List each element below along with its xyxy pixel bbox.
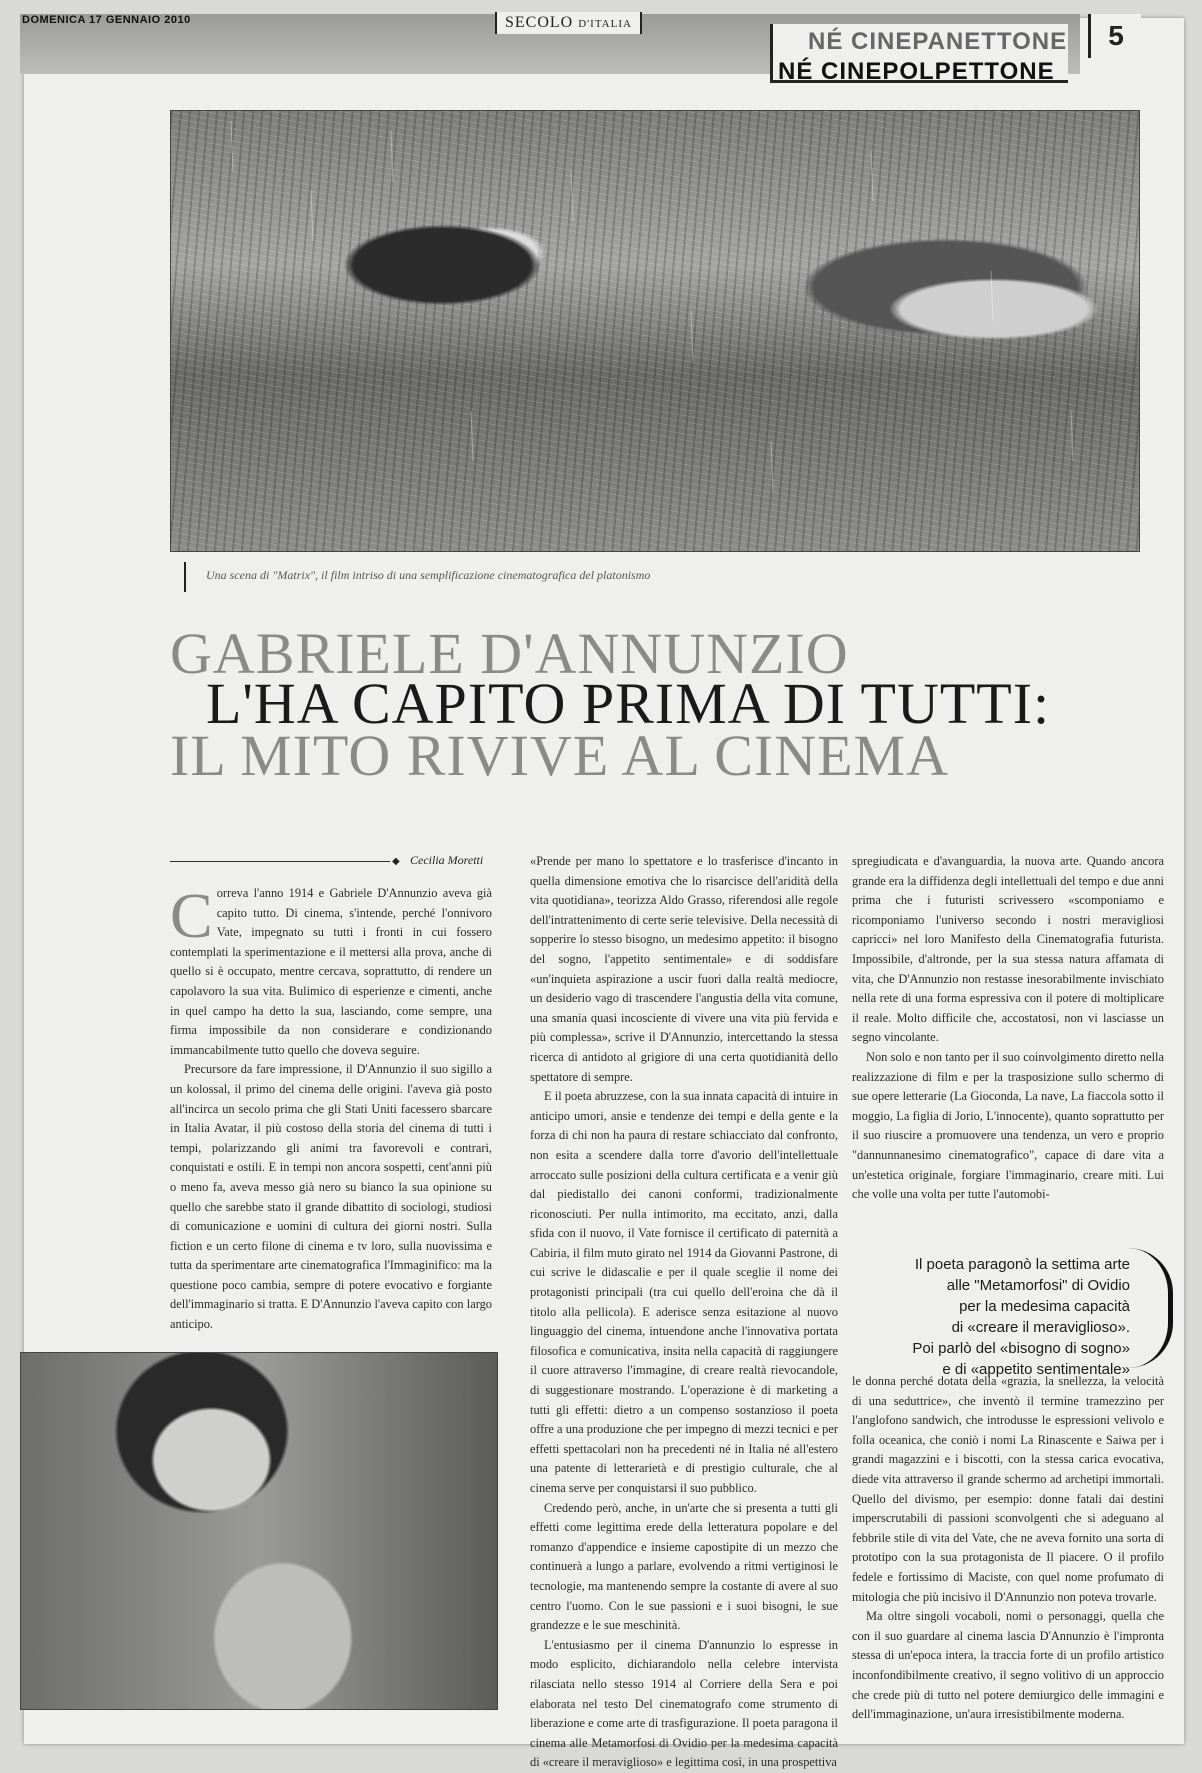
newspaper-name: SECOLO [505, 14, 574, 31]
headline-line2: L'HA CAPITO PRIMA DI TUTTI: [206, 671, 1051, 736]
pull-quote [850, 1254, 1130, 1380]
newspaper-name-suffix: D'ITALIA [578, 18, 632, 30]
article-paragraph: E il poeta abruzzese, con la sua innata capacità di intuire in anticipo umori, ansie e tendenze dei tempi e della gente e la forza di chi non ha paura di restare schiacciato dal confronto, non esita a scendere dalla torre d'avorio dell'intellettuale arroccato sulle posizioni della cultura certificata e a venir giù dal piedistallo dei canoni conformi, tradizionalmente riconosciuti. Per nulla intimorito, ma eccitato, anzi, dalla sfida con il nuovo, il Vate fornisce il certificato di paternità a Cabiria, il film muto girato nel 1914 da Giovanni Pastrone, di cui scrive le didascalie e per il quale sceglie il nome dei protagonisti principali (tra cui quello dell'eroina che dà il titolo alla pellicola). E aderisce senza esitazione al nuovo linguaggio del cinema, intuendone anche l'innovativa portata filosofica e comunicativa, insita nella capacità di raggiungere il cuore attraverso l'immagine, di creare realtà rievocandole, di suggestionare mostrando. L'operazione è di marketing a tutti gli effetti: dietro a un compenso sostanzioso il poeta offre a una produzione che per impegno di mezzi tecnici e per effetti spettacolari non ha precedenti né in Italia né all'estero una patente di letterarietà e di prestigio culturale, che al cinema serve per conquistarsi il suo pubblico. [530, 1089, 838, 1495]
article-paragraph: orreva l'anno 1914 e Gabriele D'Annunzio aveva già capito tutto. Di cinema, s'intende, perché l'onnivoro Vate, impegnato su tutti i fronti in cui fossero contemplati la sperimentazione e il mettersi alla prova, anche di quello si è occupato, mentre cercava, soprattutto, di rendere un capolavoro la sua vita. Bulimico di esperienze e cimenti, anche in quel campo ha detto la sua, lasciando, come sempre, una firma impossibile da non considerare e condizionando immancabilmente tutto quello che doveva seguire. [170, 886, 492, 1057]
article-column-4 [852, 1372, 1164, 1722]
pull-quote-line: alle "Metamorfosi" di Ovidio [946, 1277, 1130, 1294]
page-number: 5 [1088, 14, 1141, 58]
article-paragraph: Precursore da fare impressione, il D'Annunzio il suo sigillo a un kolossal, il primo del cinema delle origini. l'aveva già posto all'incirca un secolo prima che gli Stati Uniti facessero sbarcare in Italia Avatar, il più costoso della storia del cinema di tutti i tempi, polarizzando gli animi tra favorevoli e contrari, conquistati e ostili. E in tempi non ancora sospetti, cent'anni più o meno fa, aveva messo già nero su bianco la sua opinione su quello che sarebbe stato il grande dibattito di sociologi, studiosi di comunicazione e uomini di cultura dei giorni nostri. Sulla fiction e un certo filone di cinema e tv loro, sulla nuovissima e tutta da sperimentare arte cinematografica l'Immaginifico: ma la questione poco cambia, sempre di potere evocativo e forgiante dell'immaginario si tratta. E D'Annunzio l'aveva capito con largo anticipo. [170, 1062, 492, 1332]
article-paragraph: spregiudicata e d'avanguardia, la nuova arte. Quando ancora grande era la diffidenza degli intellettuali del tempo e due anni prima che i futuristi scrivessero «scomponiamo e ricomponiamo l'universo secondo i nostri meravigliosi capricci» nel loro Manifesto della Cinematografia futurista. Impossibile, d'altronde, per la sua stessa natura affamata di vita, che D'Annunzio non restasse inesorabilmente invischiato nella rete di una forma espressiva con il potere di moltiplicare il reale. Molto difficile che, accostatosi, non vi lasciasse un segno vincolante. [852, 854, 1164, 1045]
pull-quote-line: per la medesima capacità [959, 1298, 1130, 1315]
pull-quote-line: e di «appetito sentimentale» [942, 1361, 1130, 1378]
matrix-scene-photo [170, 110, 1140, 552]
article-paragraph: Non solo e non tanto per il suo coinvolgimento diretto nella realizzazione di film e per la trasposizione sullo schermo di sue opere letterarie (La Gioconda, La nave, La fiaccola sotto il moggio, La figlia di Jorio, L'innocente), quanto soprattutto per il suo riuscire a promuovere una tendenza, un vero e proprio "dannunnanesimo cinematografico", capace di dare vita a un'estetica originale, forgiare l'immaginario, creare miti. Lui che volle una volta per tutte l'automobi- [852, 1049, 1164, 1202]
article-paragraph: Credendo però, anche, in un'arte che si presenta a tutti gli effetti come legittima erede della letteratura popolare e del romanzo d'appendice e insieme capostipite di un mezzo che continuerà a lungo a parlare, evolvendo a ritmi vertiginosi le tecnologie, ma mantenendo sempre la costante di avere al suo centro l'uomo. Con le sue passioni e i suoi bisogni, le sue grandezze e le sue meschinità. [530, 1500, 838, 1633]
article-column-1 [170, 880, 492, 1334]
headline-line1: GABRIELE D'ANNUNZIO [170, 621, 849, 686]
article-column-2 [530, 852, 838, 1770]
diamond-icon: ◆ [392, 856, 400, 867]
article-paragraph: Ma oltre singoli vocaboli, nomi o personaggi, quella che con il suo guardare al cinema lascia D'Annunzio è l'impronta stessa di un'epoca intera, la traccia forte di un profilo artistico inconfondibilmente creativo, il segno volitivo di un approccio che crede più di tutto nel potere demiurgico delle immagini e dell'immaginazione, un'aura irresistibilmente moderna. [852, 1609, 1164, 1722]
section-title-line1: NÉ CINEPANETTONE [808, 28, 1068, 55]
drop-cap: C [170, 880, 213, 951]
dannunzio-portrait-photo [20, 1352, 498, 1710]
pull-quote-line: Poi parlò del «bisogno di sogno» [912, 1340, 1130, 1357]
newspaper-logo [495, 12, 642, 34]
headline-line3: IL MITO RIVIVE AL CINEMA [170, 723, 949, 788]
section-title-line2: NÉ CINEPOLPETTONE [778, 58, 1055, 85]
pull-quote-line: Il poeta paragonò la settima arte [914, 1256, 1130, 1273]
article-paragraph: le donna perché dotata della «grazia, la snellezza, la velocità di una seduttrice», che inventò il termine tramezzino per l'anglofono sandwich, che introdusse le espressioni velivolo e folla oceanica, che coniò i nomi La Rinascente e Saiwa per i grandi magazzini e i biscotti, con la stessa carica evocativa, diede vita attraverso il grande schermo ad archetipi immortali. Quello del divismo, per esempio: donne fatali dai destini imperscrutabili di passioni sconvolgenti che si adeguano al febbrile stile di vita del Vate, che ne aveva fornito una sorta di prototipo con la sua protagonista de Il piacere. O il profilo fedele e fortissimo di Maciste, con quel nome profumato di mitologia che più incisivo il D'Annunzio non poteva trovarle. [852, 1374, 1164, 1604]
photo-caption: Una scena di "Matrix", il film intriso di una semplificazione cinematografica del platonismo [184, 562, 1106, 592]
article-paragraph: «Prende per mano lo spettatore e lo trasferisce d'incanto in quella dimensione emotiva che lo risarcisce dell'aridità della vita quotidiana», teorizza Aldo Grasso, riferendosi alle regole dell'intrattenimento di certe serie televisive. Della necessità di sopperire lo stesso bisogno, un medesimo appetito: il bisogno del sogno, l'appetito sentimentale» e di soddisfare «un'inquieta aspirazione a uscir fuori dalla realtà mediocre, un desiderio vago di trascendere l'angustia della vita comune, una smania quasi incosciente di vivere una vita più fervida e più complessa», scrive il D'Annunzio, intercettando la stessa ricerca di antidoto al grigiore di una certa quotidianità dello spettatore di sempre. [530, 854, 838, 1084]
byline-rule [170, 861, 390, 862]
issue-date: DOMENICA 17 GENNAIO 2010 [22, 14, 191, 26]
article-paragraph: L'entusiasmo per il cinema D'annunzio lo espresse in modo esplicito, dichiarandolo nella celebre intervista rilasciata nello stesso 1914 al Corriere della Sera e poi elaborata nel testo Del cinematografo come strumento di liberazione e come arte di trasfigurazione. Il poeta paragona il cinema alle Metamorfosi di Ovidio per la medesima capacità di «creare il meraviglioso» e legittima così, in una prospettiva [530, 1637, 838, 1770]
photo-rain-overlay [171, 111, 1139, 551]
pull-quote-line: di «creare il meraviglioso». [951, 1319, 1130, 1336]
article-column-3 [852, 852, 1164, 1238]
author-byline: Cecilia Moretti [410, 853, 484, 867]
